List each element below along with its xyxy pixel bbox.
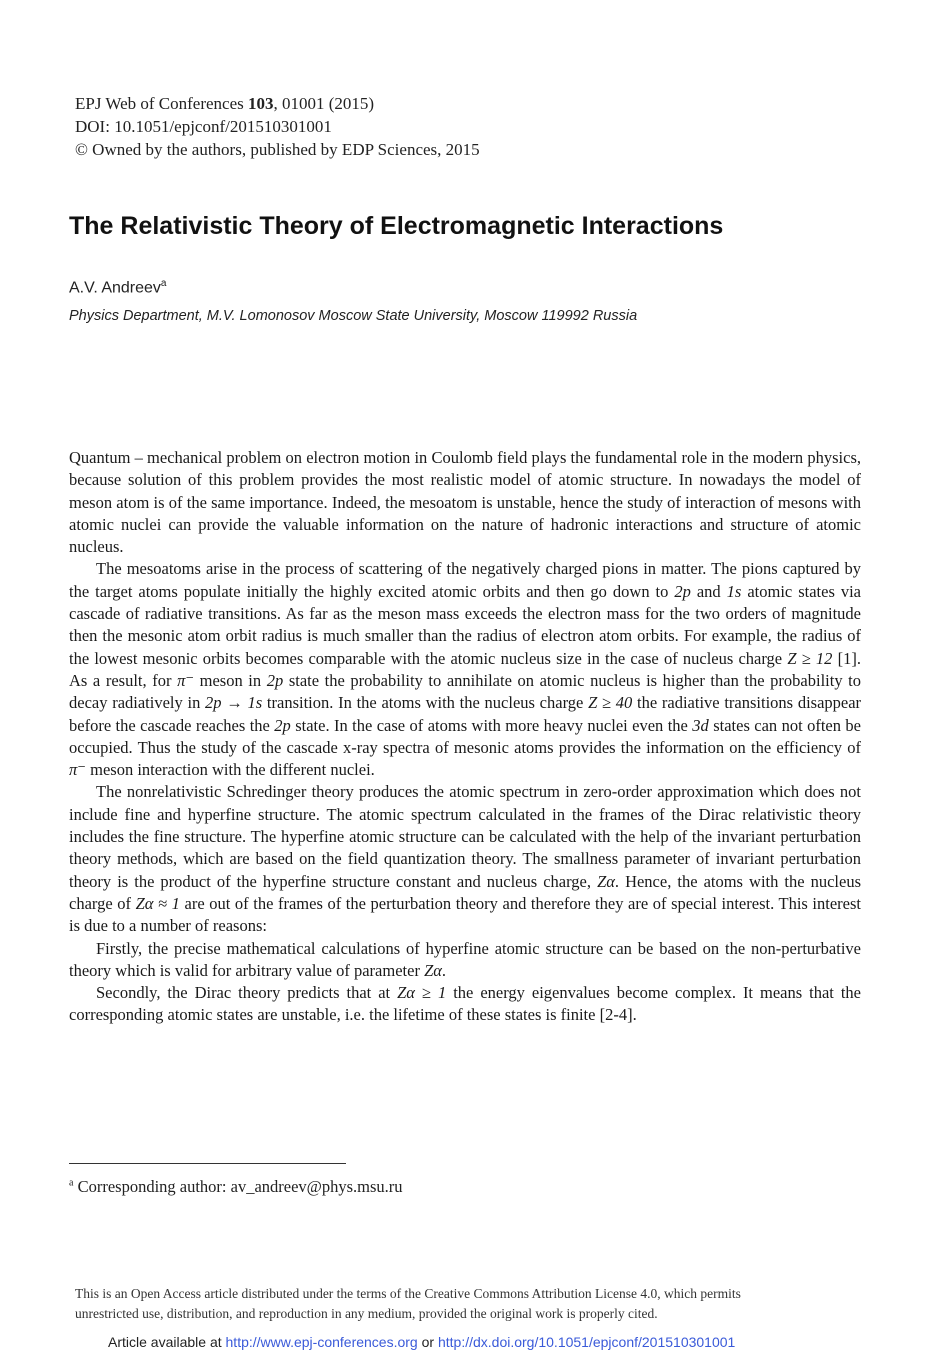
footnote-text: Corresponding author: av_andreev@phys.msu.ru bbox=[73, 1177, 403, 1196]
paragraph-4 bbox=[69, 938, 861, 983]
license-line-2: unrestricted use, distribution, and reproduction in any medium, provided the original work is properly cited. bbox=[75, 1306, 658, 1321]
paragraph-text: The mesoatoms arise in the process of scattering of the negatively charged pions in matter. The pions captured by the target atoms populate initially the highly excited atomic orbits and then go down to bbox=[69, 559, 861, 601]
author-name: A.V. Andreev bbox=[69, 279, 161, 297]
paragraph-2 bbox=[69, 558, 861, 781]
math-inline: π⁻ bbox=[177, 670, 195, 690]
math-inline: Zα bbox=[597, 871, 615, 891]
math-inline: 3d bbox=[692, 715, 709, 735]
footnote bbox=[69, 1177, 403, 1197]
math-inline: Z ≥ 40 bbox=[588, 693, 633, 713]
availability-prefix: Article available at bbox=[108, 1334, 226, 1350]
math-inline: Zα bbox=[424, 960, 442, 980]
paragraph-text: [1]. As a result, for bbox=[69, 648, 861, 690]
author-line bbox=[69, 278, 166, 297]
license-notice bbox=[75, 1284, 855, 1324]
math-inline: 2p bbox=[274, 715, 291, 735]
paragraph-text: meson in bbox=[194, 670, 267, 690]
math-inline: Zα ≈ 1 bbox=[135, 893, 180, 913]
license-line-1: This is an Open Access article distributed under the terms of the Creative Commons Attribution License 4.0, which permits bbox=[75, 1286, 741, 1301]
paragraph-text: Firstly, the precise mathematical calculations of hyperfine atomic structure can be based on the non-perturbative theory which is valid for arbitrary value of parameter bbox=[69, 938, 861, 980]
paragraph-text: states can not often be occupied. Thus the study of the cascade x-ray spectra of mesonic atoms provides the information on the efficiency of bbox=[69, 715, 861, 757]
math-inline: 2p bbox=[266, 670, 284, 690]
paragraph-text: Quantum – mechanical problem on electron motion in Coulomb field plays the fundamental role in the modern physics, because solution of this problem provides the most realistic model of atomic structure. In nowadays the model of meson atom is of the same importance. Indeed, the mesoatom is unstable, hence the study of interaction of mesons with atomic nuclei can provide the valuable information on the nature of hadronic interactions and structure of atomic nucleus. bbox=[69, 448, 861, 557]
availability-line bbox=[108, 1334, 735, 1350]
paragraph-text: Secondly, the Dirac theory predicts that at bbox=[96, 983, 398, 1003]
paper-title: The Relativistic Theory of Electromagnetic Interactions bbox=[69, 212, 724, 240]
paragraph-text: atomic states via cascade of radiative transitions. As far as the meson mass exceeds the electron mass for the two orders of magnitude then the mesonic atom orbit radius is much smaller than the radius of electron atom orbits. For example, the radius of the lowest mesonic orbits becomes comparable with the atomic nucleus size in the case of nucleus charge bbox=[69, 581, 862, 668]
paragraph-3 bbox=[69, 781, 861, 937]
paragraph-text: state the probability to annihilate on atomic nucleus is higher than the probability to decay radiatively in bbox=[69, 670, 861, 713]
journal-site-link[interactable]: http://www.epj-conferences.org bbox=[225, 1334, 418, 1350]
footnote-mark: a bbox=[69, 1177, 74, 1189]
doi-line: DOI: 10.1051/epjconf/201510301001 bbox=[75, 117, 332, 136]
author-affiliation: Physics Department, M.V. Lomonosov Moscow State University, Moscow 119992 Russia bbox=[69, 308, 638, 324]
math-inline: 2p → 1s bbox=[205, 693, 263, 713]
availability-separator: or bbox=[417, 1334, 438, 1350]
math-inline: Zα ≥ 1 bbox=[397, 983, 447, 1003]
math-inline: π⁻ bbox=[69, 760, 86, 780]
paragraph-text: the radiative transitions disappear before the cascade reaches the bbox=[69, 693, 862, 735]
author-footnote-mark: a bbox=[160, 278, 167, 289]
paragraph-text: the energy eigenvalues become complex. It means that the corresponding atomic states are unstable, i.e. the lifetime of these states is finite [2-4]. bbox=[69, 983, 861, 1025]
paragraph-text: state. In the case of atoms with more heavy nuclei even the bbox=[290, 715, 693, 735]
doi-link[interactable]: http://dx.doi.org/10.1051/epjconf/201510301001 bbox=[437, 1334, 736, 1350]
paragraph-text: and bbox=[690, 581, 727, 601]
paragraph-text: The nonrelativistic Schredinger theory produces the atomic spectrum in zero-order approximation which does not include fine and hyperfine structure. The atomic spectrum calculated in the frames of the Dirac relativistic theory includes the fine structure. The hyperfine atomic structure can be calculated with the help of the invariant perturbation theory methods, which are based on the field quantization theory. The smallness parameter of invariant perturbation theory is the product of the hyperfine structure constant and nucleus charge, bbox=[69, 782, 861, 891]
paragraph-text: . bbox=[441, 960, 447, 980]
paragraph-5 bbox=[69, 982, 861, 1027]
paragraph-text: . Hence, the atoms with the nucleus charge of bbox=[69, 871, 861, 913]
footnote-divider bbox=[69, 1163, 346, 1164]
copyright-line: © Owned by the authors, published by EDP Sciences, 2015 bbox=[75, 140, 480, 159]
math-inline: Z ≥ 12 bbox=[787, 648, 833, 668]
paragraph-text: meson interaction with the different nuclei. bbox=[85, 760, 375, 780]
journal-volume: 103 bbox=[248, 94, 274, 113]
journal-citation bbox=[75, 92, 480, 115]
journal-name: EPJ Web of Conferences bbox=[75, 94, 248, 113]
running-header bbox=[75, 92, 480, 161]
paragraph-text: transition. In the atoms with the nucleus charge bbox=[262, 693, 589, 713]
article-body bbox=[69, 447, 861, 1027]
math-inline: 1s bbox=[726, 581, 742, 601]
math-inline: 2p bbox=[674, 581, 691, 601]
paragraph-text: are out of the frames of the perturbation theory and therefore they are of special interest. This interest is due to a number of reasons: bbox=[69, 893, 861, 936]
paragraph-1 bbox=[69, 447, 861, 558]
article-number-year: , 01001 (2015) bbox=[273, 94, 375, 113]
